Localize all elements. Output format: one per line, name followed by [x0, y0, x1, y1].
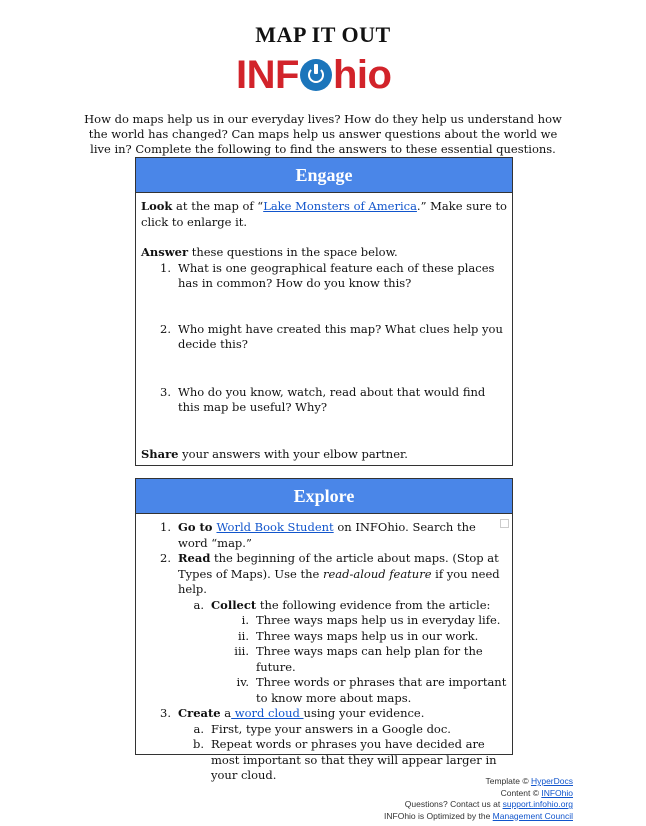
step-rest: on INFOhio. Search the word “map.” [178, 520, 476, 550]
evidence-number: iv. [236, 675, 249, 689]
credits-footer [384, 776, 573, 822]
credit-text: Template © [485, 776, 531, 786]
share-bold: Share [141, 446, 179, 461]
explore-body [136, 514, 512, 790]
explore-section [135, 478, 513, 782]
step-number: a. [193, 721, 204, 736]
list-item [141, 598, 507, 614]
step-rest: if you need help. [178, 566, 500, 596]
step-text [178, 551, 507, 598]
credit-line [384, 811, 573, 823]
credit-line [384, 788, 573, 800]
question-text: Who might have created this map? What clues help you decide this? [178, 321, 503, 351]
logo-text-right: hio [332, 52, 392, 97]
infohio-link[interactable]: INFOhio [541, 787, 573, 798]
step-number: a. [193, 597, 204, 612]
evidence-number: ii. [237, 628, 249, 643]
question-number: 2. [160, 321, 171, 336]
list-item [141, 613, 507, 629]
question-number: 1. [160, 260, 171, 275]
engage-header: Engage [136, 158, 512, 193]
logo-text-left: INF [236, 52, 299, 97]
management-council-link[interactable]: Management Council [492, 810, 573, 821]
engage-body [136, 193, 512, 468]
list-item [141, 629, 507, 645]
step-bold: Collect [211, 597, 257, 612]
list-item [141, 675, 507, 706]
page-title: MAP IT OUT [255, 22, 391, 47]
evidence-text: Three ways maps help us in everyday life. [256, 613, 501, 627]
step-rest: the beginning of the article about maps. (Stop at Types of Maps). Use the [178, 551, 499, 581]
look-bold: Look [141, 199, 173, 213]
comment-marker-icon[interactable] [500, 519, 509, 528]
step-text [211, 598, 507, 614]
infohio-logo [236, 52, 391, 98]
answer-instruction [141, 245, 507, 261]
look-pre: at the map of “ [172, 199, 264, 213]
power-icon [300, 59, 332, 91]
look-instruction [141, 199, 507, 230]
share-rest: your answers with your elbow partner. [178, 446, 408, 461]
evidence-text: Three words or phrases that are important to know more about maps. [256, 675, 507, 705]
world-book-student-link[interactable]: World Book Student [216, 520, 334, 534]
look-post: .” Make sure to click to enlarge it. [141, 199, 507, 229]
support-link[interactable]: support.infohio.org [502, 799, 573, 809]
share-instruction [141, 447, 507, 463]
credit-text: Content © [500, 787, 542, 798]
hyperdocs-link[interactable]: HyperDocs [530, 776, 573, 786]
credit-line [384, 799, 573, 811]
question-text: What is one geographical feature each of these places has in common? How do you know this? [178, 260, 495, 290]
list-item [141, 644, 507, 675]
step-rest: the following evidence from the article: [256, 597, 491, 612]
answer-rest: these questions in the space below. [188, 245, 398, 259]
step-bold: Go to [178, 520, 217, 534]
step-number: 2. [160, 551, 171, 565]
read-aloud-italic: read-aloud feature [322, 566, 432, 581]
step-rest: a [220, 706, 232, 720]
lake-monsters-link[interactable]: Lake Monsters of America [263, 199, 417, 213]
evidence-text: Three ways maps help us in our work. [256, 628, 479, 643]
list-item [141, 385, 507, 416]
list-item [141, 261, 507, 292]
list-item [141, 551, 507, 598]
evidence-text: Three ways maps can help plan for the future. [256, 644, 483, 674]
step-text: First, type your answers in a Google doc. [211, 721, 451, 736]
word-cloud-link[interactable]: word cloud [231, 706, 304, 720]
step-number: 1. [160, 520, 171, 534]
answer-bold: Answer [141, 245, 189, 259]
engage-section [135, 157, 513, 466]
list-item [141, 706, 507, 722]
list-item [141, 322, 507, 353]
step-text: Repeat words or phrases you have decided are most important so that they will appear larger in your cloud. [211, 737, 497, 782]
explore-header: Explore [136, 479, 512, 514]
step-text [178, 520, 507, 551]
step-bold: Read [178, 551, 211, 565]
list-item [141, 520, 507, 551]
step-bold: Create [178, 706, 221, 720]
explore-steps [141, 520, 507, 784]
credit-line [384, 776, 573, 788]
question-text: Who do you know, watch, read about that would find this map be useful? Why? [178, 384, 486, 414]
step-number: 3. [160, 706, 171, 720]
credit-text: INFOhio is Optimized by the [384, 810, 493, 821]
question-number: 3. [160, 384, 171, 399]
intro-paragraph: How do maps help us in our everyday lives? How do they help us understand how the world has changed? Can maps help us answer questions about the world we live in? Complete the following to find the answers to these essential questions. [84, 112, 562, 156]
question-list [141, 261, 507, 416]
evidence-number: i. [241, 613, 249, 627]
credit-text: Questions? Contact us at [404, 799, 503, 809]
list-item [141, 722, 507, 738]
step-text [178, 706, 507, 722]
step-rest: using your evidence. [303, 706, 425, 720]
step-number: b. [192, 737, 204, 751]
evidence-number: iii. [234, 644, 249, 658]
